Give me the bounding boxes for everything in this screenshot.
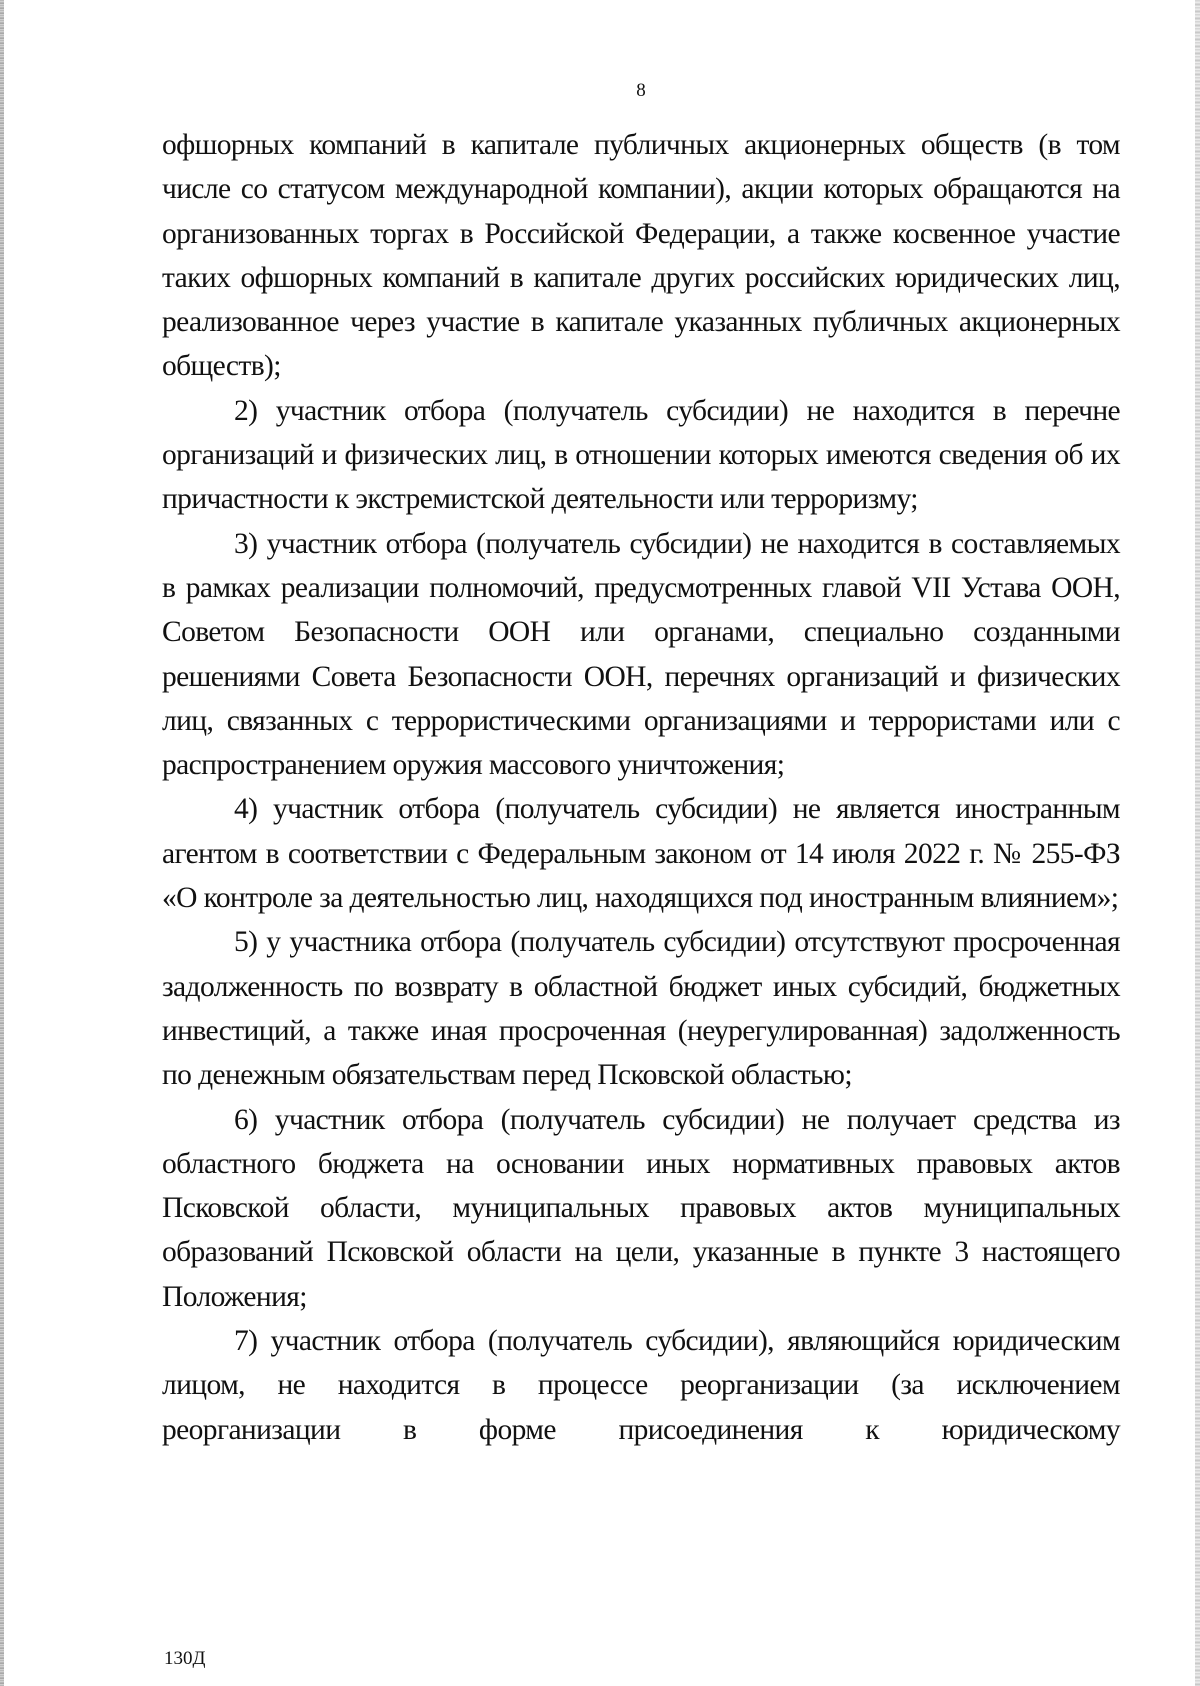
document-body <box>162 123 1120 1452</box>
scan-edge-right <box>1195 0 1200 1686</box>
paragraph-item-7: 7) участник отбора (получатель субсидии), являющийся юридическим лицом, не находится в процессе реорганизации (за исключением реорганизации в форме присоединения к юридическому <box>162 1325 1120 1446</box>
paragraph-item-5: 5) у участника отбора (получатель субсидии) отсутствуют просроченная задолженность по возврату в областной бюджет иных субсидий, бюджетных инвестиций, а также иная просроченная (неурегулированная) задолженность по денежным обязательствам перед Псковской областью; <box>162 926 1120 1092</box>
paragraph-item-6: 6) участник отбора (получатель субсидии) не получает средства из областного бюджета на основании иных нормативных правовых актов Псковской области, муниципальных правовых актов муниципальных образований Псковской области на цели, указанные в пункте 3 настоящего Положения; <box>162 1103 1120 1313</box>
paragraph-item-3: 3) участник отбора (получатель субсидии) не находится в составляемых в рамках реализации полномочий, предусмотренных главой VII Устава ООН, Советом Безопасности ООН или органами, специально созданными решениями Совета Безопасности ООН, перечнях организаций и физических лиц, связанных с террористическими организациями и террористами или с распространением оружия массового уничтожения; <box>162 527 1120 782</box>
page-number: 8 <box>636 80 646 101</box>
paragraph-continuation: офшорных компаний в капитале публичных акционерных обществ (в том числе со статусом международной компании), акции которых обращаются на организованных торгах в Российской Федерации, а также косвенное участие таких офшорных компаний в капитале других российских юридических лиц, реализованное через участие в капитале указанных публичных акционерных обществ); <box>162 129 1120 383</box>
paragraph-item-4: 4) участник отбора (получатель субсидии) не является иностранным агентом в соответствии с Федеральным законом от 14 июля 2022 г. № 255-ФЗ «О контроле за деятельностью лиц, находящихся под иностранным влиянием»; <box>162 793 1120 915</box>
footer-document-code: 130Д <box>164 1648 206 1669</box>
scan-edge-left <box>0 0 4 1686</box>
paragraph-item-2: 2) участник отбора (получатель субсидии) не находится в перечне организаций и физических лиц, в отношении которых имеются сведения об их причастности к экстремистской деятельности или терроризму; <box>162 394 1120 516</box>
